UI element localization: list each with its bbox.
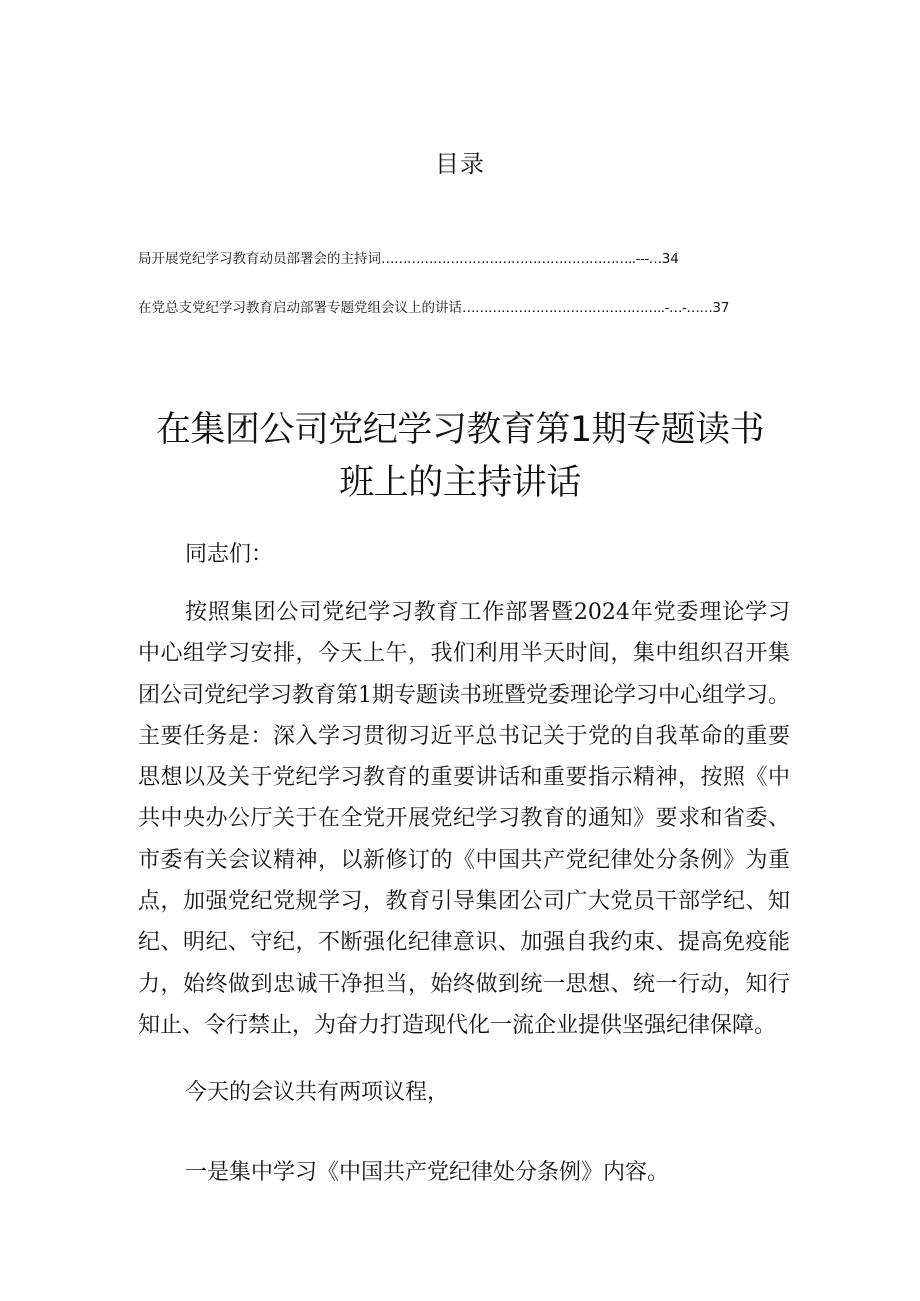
toc-entry[interactable] [138,298,778,318]
document-title-line-1: 在集团公司党纪学习教育第1期专题读书 [155,410,765,450]
agenda-item: 一是集中学习《中国共产党纪律处分条例》内容。 [185,1160,670,1185]
body-paragraph: 按照集团公司党纪学习教育工作部署暨2024年党委理论学习中心组学习安排，今天上午，我们利用半天时间，集中组织召开集团公司党纪学习教育第1期专题读书班暨党委理论学习中心组学习。主要任务是：深入学习贯彻习近平总书记关于党的自我革命的重要思想以及关于党纪学习教育的重要讲话和重要指示精神，按照《中共中央办公厅关于在全党开展党纪学习教育的通知》要求和省委、市委有关会议精神，以新修订的《中国共产党纪律处分条例》为重点，加强党纪党规学习，教育引导集团公司广大党员干部学纪、知纪、明纪、守纪，不断强化纪律意识、加强自我约束、提高免疫能力，始终做到忠诚干净担当，始终做到统一思想、统一行动，知行知止、令行禁止，为奋力打造现代化一流企业提供坚强纪律保障。 [138,600,790,1038]
document-title-line-2: 班上的主持讲话 [339,463,581,503]
toc-entry-leader: ………………………………………..-…-…… [462,300,713,316]
toc-entry[interactable] [138,249,778,269]
toc-entry-page: 37 [712,300,730,316]
toc-entry-leader: …………………………………………………..---… [381,251,662,267]
toc-entry-text: 在党总支党纪学习教育启动部署专题党组会议上的讲话 [138,300,462,316]
toc-entry-page: 34 [661,251,679,267]
toc-entry-text: 局开展党纪学习教育动员部署会的主持词 [138,251,381,267]
agenda-intro: 今天的会议共有两项议程， [185,1080,450,1105]
toc-title: 目录 [435,150,485,178]
salutation: 同志们： [185,542,274,567]
